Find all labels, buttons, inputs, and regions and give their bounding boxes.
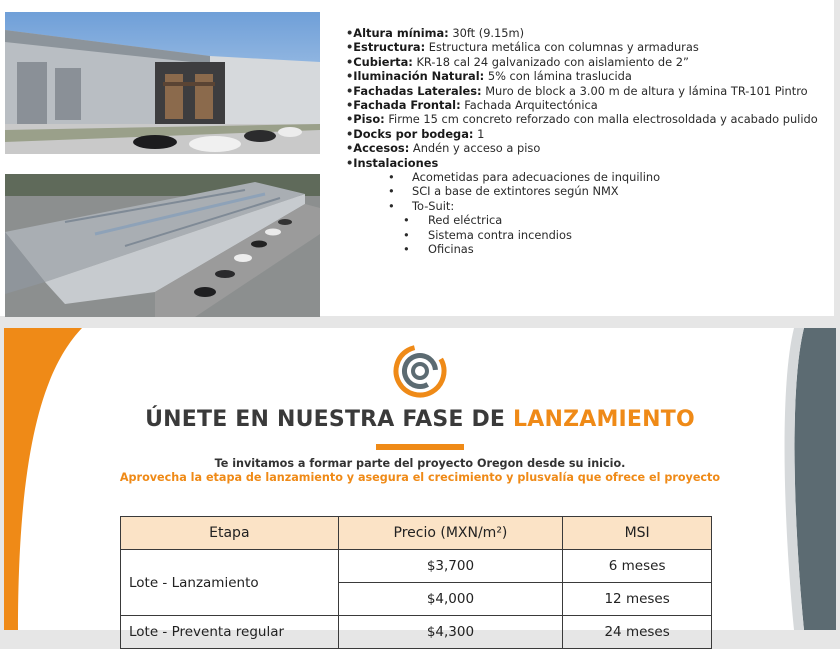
sub-item: • To-Suit: <box>388 198 455 213</box>
price-cell: $3,700 <box>338 550 563 583</box>
table-row <box>121 616 712 649</box>
spec-list <box>346 26 826 257</box>
launch-slide <box>4 328 836 640</box>
warehouse-aerial-render <box>5 174 320 317</box>
headline-rule <box>376 444 464 450</box>
price-cell: $4,000 <box>338 583 563 616</box>
msi-cell: 12 meses <box>563 583 712 616</box>
oregon-logo-icon <box>393 344 447 398</box>
col-header-precio: Precio (MXN/m²) <box>338 517 563 550</box>
stage-cell: Lote - Preventa regular <box>121 616 339 649</box>
table-row <box>121 550 712 583</box>
price-cell: $4,300 <box>338 616 563 649</box>
col-header-etapa: Etapa <box>121 517 339 550</box>
sub-item: • SCI a base de extintores según NMX <box>388 184 619 199</box>
pricing-table <box>120 516 712 649</box>
msi-cell: 24 meses <box>563 616 712 649</box>
stage-cell: Lote - Lanzamiento <box>121 550 339 616</box>
spec-item: •Accesos: Andén y acceso a piso <box>346 141 541 156</box>
spec-item: •Docks por bodega: 1 <box>346 126 485 141</box>
spec-slide <box>0 0 834 316</box>
msi-cell: 6 meses <box>563 550 712 583</box>
tosuit-item: • Oficinas <box>403 242 474 257</box>
spec-item: •Estructura: Estructura metálica con columnas y armaduras <box>346 40 699 55</box>
warehouse-front-render <box>5 12 320 154</box>
launch-headline: ÚNETE EN NUESTRA FASE DE LANZAMIENTO <box>145 407 695 432</box>
spec-item: •Fachada Frontal: Fachada Arquitectónica <box>346 98 598 113</box>
tosuit-item: • Sistema contra incendios <box>403 227 572 242</box>
spec-item: •Piso: Firme 15 cm concreto reforzado con malla electrosoldada y acabado pulido <box>346 112 818 127</box>
sub-item: • Acometidas para adecuaciones de inquilino <box>388 170 661 185</box>
table-header-row <box>121 517 712 550</box>
spec-item: •Instalaciones <box>346 155 439 170</box>
col-header-msi: MSI <box>563 517 712 550</box>
invite-text-accent: Aprovecha la etapa de lanzamiento y asegura el crecimiento y plusvalía que ofrece el proyecto <box>119 471 721 484</box>
spec-item: •Fachadas Laterales: Muro de block a 3.00 m de altura y lámina TR-101 Pintro <box>346 83 808 98</box>
tosuit-item: • Red eléctrica <box>403 213 503 228</box>
spec-item: •Iluminación Natural: 5% con lámina traslucida <box>346 69 632 84</box>
spec-item: •Altura mínima: 30ft (9.15m) <box>346 26 525 40</box>
invite-text: Te invitamos a formar parte del proyecto Oregon desde su inicio. <box>214 457 626 470</box>
spec-item: •Cubierta: KR-18 cal 24 galvanizado con aislamiento de 2” <box>346 54 689 69</box>
